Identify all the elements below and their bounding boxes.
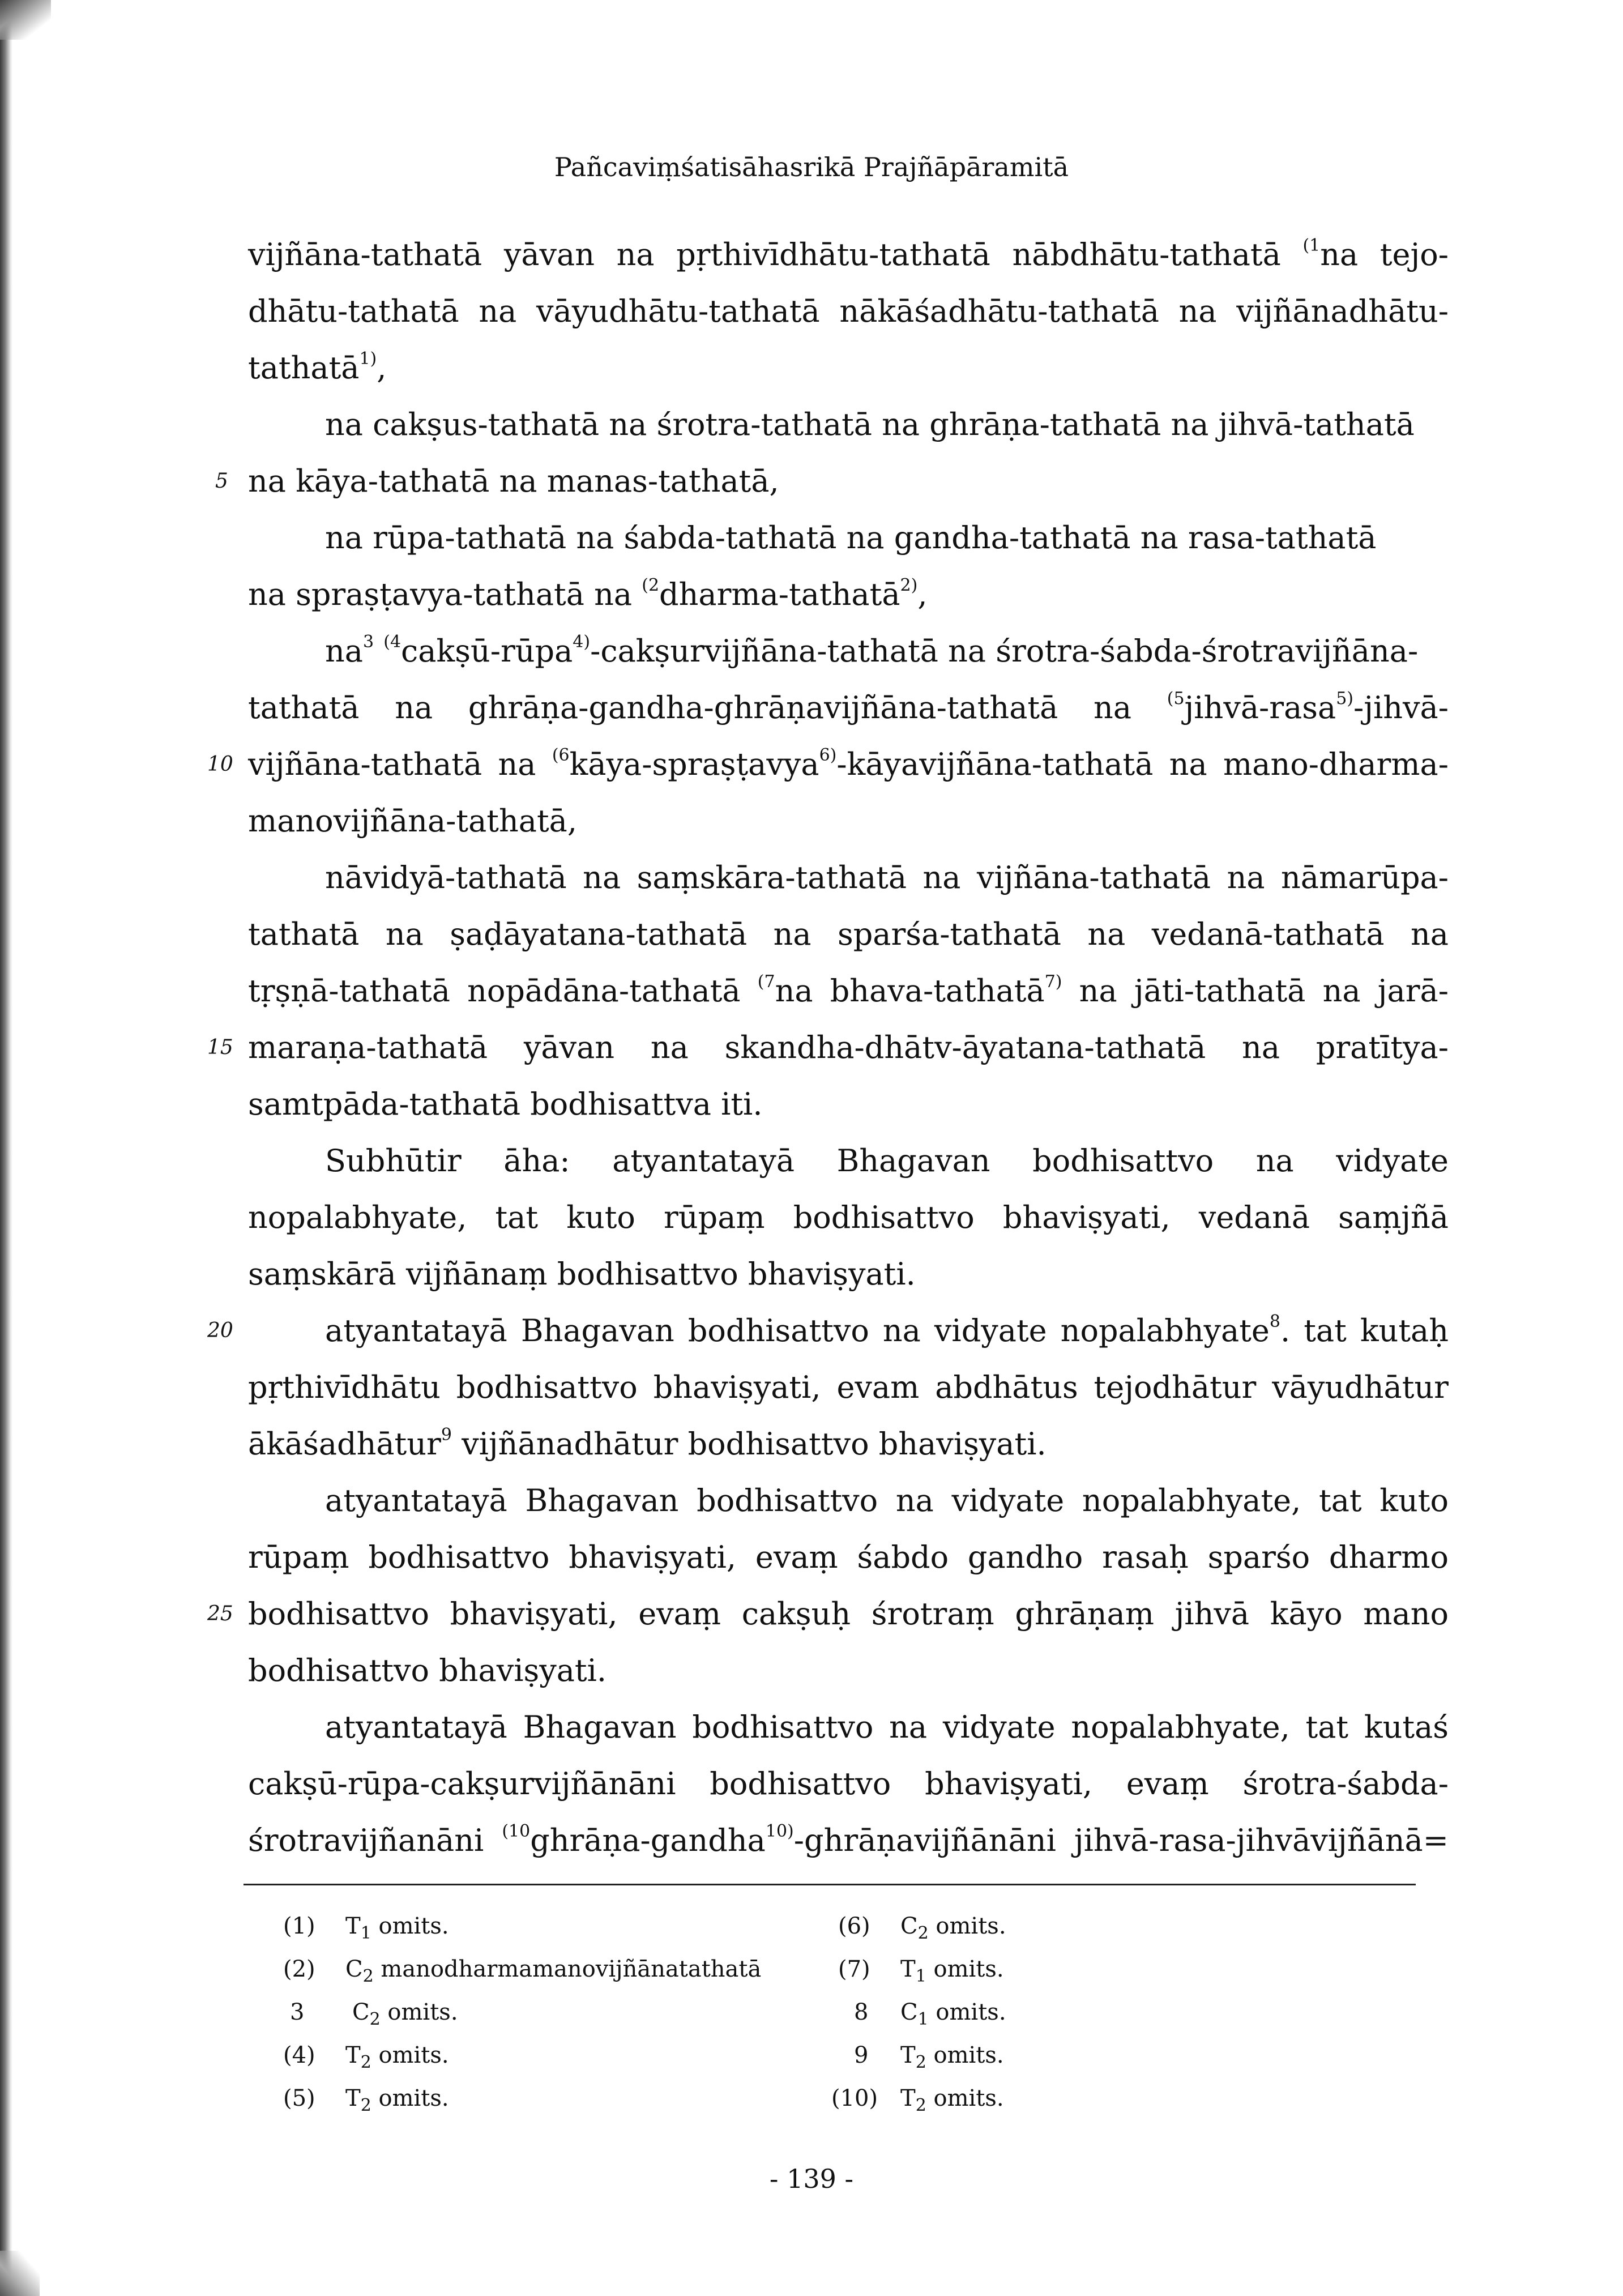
line-number: 10 [207, 753, 233, 776]
text-line: manovijñāna-tathatā, [248, 803, 578, 839]
footnote: 8 $C_1$ omits. [854, 1999, 1006, 2029]
text-line: 5 na kāya-tathatā na manas-tathatā, [248, 453, 1449, 510]
footnote: (10) $T_2$ omits. [831, 2085, 1004, 2115]
footnote-rule [244, 1884, 1416, 1885]
footnote: 9 $T_2$ omits. [854, 2042, 1004, 2072]
text-line: atyantatayā Bhagavan bodhisattvo na vidyate nopalabhyate, tat kutaś [325, 1709, 1449, 1745]
text-line: śrotravijñanāni $^{(10}$ghrāṇa-gandha$^{10)}$-ghrāṇavijñānāni jihvā-rasa-jihvāvijñānā= [248, 1821, 1449, 1858]
text-line: saṃskārā vijñānaṃ bodhisattvo bhaviṣyati. [248, 1256, 916, 1292]
main-text [207, 227, 1449, 1869]
text-line: bodhisattvo bhaviṣyati. [248, 1653, 607, 1688]
footnote: (7) $T_1$ omits. [838, 1956, 1004, 1986]
page-number: - 139 - [769, 2163, 854, 2194]
text-line: Subhūtir āha: atyantatayā Bhagavan bodhisattvo na vidyate [325, 1143, 1449, 1179]
page-binding-shadow [0, 0, 12, 2296]
text-line: ākāśadhātur$^9$ vijñānadhātur bodhisattvo bhaviṣyati. [248, 1425, 1047, 1462]
footnote: (5) $T_2$ omits. [283, 2085, 449, 2115]
text-line: pṛthivīdhātu bodhisattvo bhaviṣyati, evam abdhātus tejodhātur vāyudhātur [248, 1369, 1449, 1405]
text-line: na spraṣṭavya-tathatā na $^{(2}$dharma-tathatā$^{2)}$, [248, 575, 928, 612]
text-line: nopalabhyate, tat kuto rūpaṃ bodhisattvo bhaviṣyati, vedanā saṃjñā [248, 1200, 1449, 1235]
line-number: 15 [207, 1036, 233, 1059]
text-line: 10 vijñāna-tathatā na $^{(6}$kāya-spraṣṭavya$^{6)}$-kāyavijñāna-tathatā na mano-dharma- [248, 736, 1449, 793]
text-line: tathatā na ghrāṇa-gandha-ghrāṇavijñāna-tathatā na $^{(5}$jihvā-rasa$^{5)}$-jihvā- [248, 689, 1449, 725]
line-number: 25 [207, 1602, 233, 1625]
text-line: samtpāda-tathatā bodhisattva iti. [248, 1086, 763, 1122]
text-line: 15 maraṇa-tathatā yāvan na skandha-dhātv-āyatana-tathatā na pratītya- [248, 1019, 1449, 1076]
text-line: tathatā$^{1)}$, [248, 349, 387, 386]
text-line: na rūpa-tathatā na śabda-tathatā na gandha-tathatā na rasa-tathatā [325, 520, 1377, 556]
text-line: cakṣū-rūpa-cakṣurvijñānāni bodhisattvo bhaviṣyati, evaṃ śrotra-śabda- [248, 1766, 1449, 1802]
footnote: (1) $T_1$ omits. [283, 1913, 449, 1943]
text-line: tṛṣṇā-tathatā nopādāna-tathatā $^{(7}$na bhava-tathatā$^{7)}$ na jāti-tathatā na jarā- [248, 972, 1449, 1009]
page-corner-shadow-bottom [0, 2251, 40, 2296]
page-corner-shadow [0, 0, 51, 40]
text-line: dhātu-tathatā na vāyudhātu-tathatā nākāśadhātu-tathatā na vijñānadhātu- [248, 293, 1449, 329]
text-line: na cakṣus-tathatā na śrotra-tathatā na ghrāṇa-tathatā na jihvā-tathatā [325, 407, 1415, 442]
footnote: (6) $C_2$ omits. [838, 1913, 1006, 1943]
footnote: (2) $C_2$ manodharmamanovijñānatathatā [283, 1956, 762, 1986]
text-line: 20 atyantatayā Bhagavan bodhisattvo na vidyate nopalabhyate$^8$. tat kutaḥ [248, 1303, 1449, 1359]
text-line: vijñāna-tathatā yāvan na pṛthivīdhātu-tathatā nābdhātu-tathatā $^{(1}$na tejo- [248, 236, 1449, 272]
text-line: rūpaṃ bodhisattvo bhaviṣyati, evaṃ śabdo gandho rasaḥ sparśo dharmo [248, 1539, 1449, 1575]
text-line: atyantatayā Bhagavan bodhisattvo na vidyate nopalabhyate, tat kuto [325, 1483, 1449, 1518]
line-number: 5 [215, 470, 228, 493]
footnote: (4) $T_2$ omits. [283, 2042, 449, 2072]
text-line: 25 bodhisattvo bhaviṣyati, evaṃ cakṣuḥ śrotraṃ ghrāṇaṃ jihvā kāyo mano [248, 1586, 1449, 1642]
text-line: nāvidyā-tathatā na saṃskāra-tathatā na vijñāna-tathatā na nāmarūpa- [325, 860, 1449, 895]
line-number: 20 [207, 1319, 233, 1342]
text-line: tathatā na ṣaḍāyatana-tathatā na sparśa-tathatā na vedanā-tathatā na [248, 916, 1449, 952]
running-title: Pañcaviṃśatisāhasrikā Prajñāpāramitā [554, 152, 1069, 182]
text-line: $na^3$ $^{(4}$cakṣū-rūpa$^{4)}$-cakṣurvijñāna-tathatā na śrotra-śabda-śrotravijñāna- [325, 632, 1419, 669]
footnote: 3 $C_2$ omits. [290, 1999, 458, 2029]
